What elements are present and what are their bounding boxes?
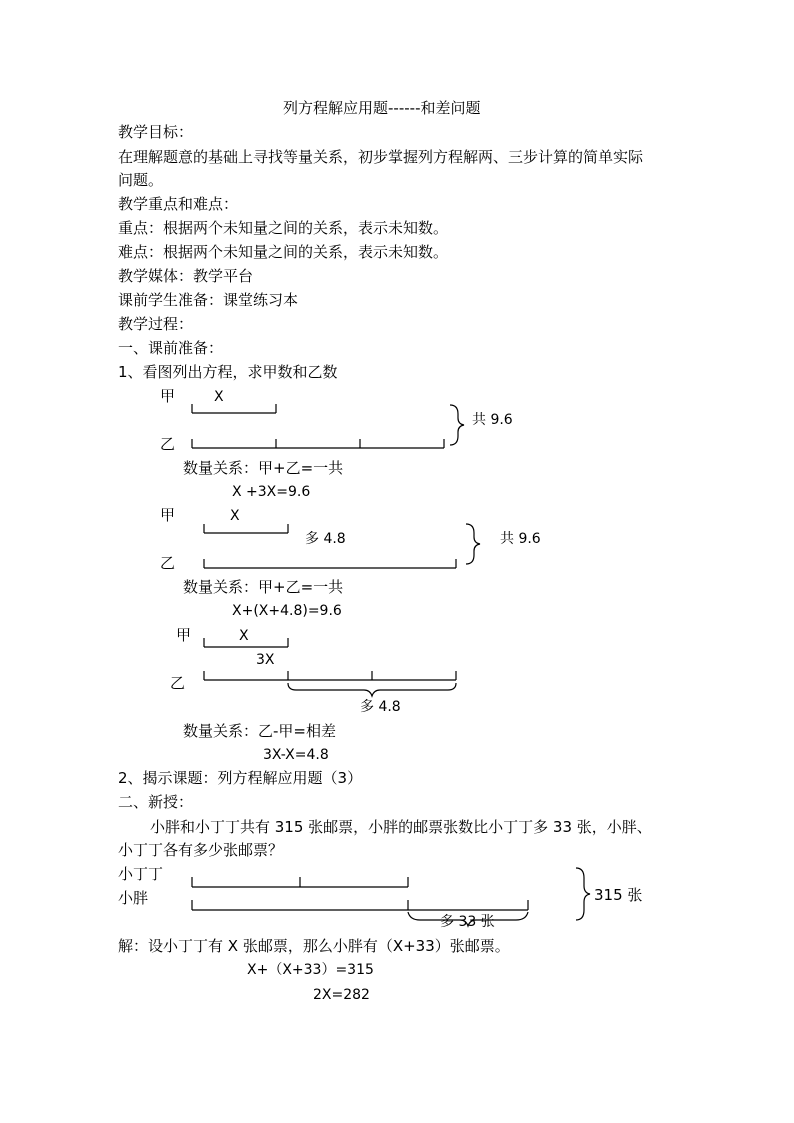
process-heading: 教学过程： (118, 315, 194, 333)
d1-total-label: 共 9.6 (472, 412, 513, 428)
goal-text-line2: 问题。 (118, 171, 164, 189)
goal-heading: 教学目标： (118, 123, 194, 141)
d4-xiaopang-label: 小胖 (118, 889, 149, 907)
d1-relation: 数量关系：甲+乙=一共 (183, 459, 344, 477)
d3-more-label: 多 4.8 (360, 699, 401, 715)
d3-yi-label: 乙 (170, 674, 186, 692)
student-prep: 课前学生准备：课堂练习本 (118, 291, 299, 309)
d3-relation: 数量关系：乙-甲=相差 (183, 722, 336, 740)
d2-total-label: 共 9.6 (500, 531, 541, 547)
d3-brace (288, 683, 456, 696)
key-point: 重点：根据两个未知量之间的关系，表示未知数。 (118, 219, 449, 237)
d1-equation: X +3X=9.6 (232, 484, 311, 500)
d2-brace (466, 524, 480, 564)
d2-jia-label: 甲 (160, 506, 176, 524)
d3-3x-label: 3X (256, 652, 275, 668)
d1-jia-label: 甲 (160, 387, 176, 405)
equation-2: 2X=282 (313, 987, 370, 1003)
d2-x-label: X (230, 508, 240, 524)
diagram-1 (192, 404, 464, 448)
d2-more-label: 多 4.8 (305, 531, 346, 547)
d4-total-label: 315 张 (594, 886, 643, 904)
d4-more-label: 多 33 张 (440, 914, 495, 930)
d2-equation: X+(X+4.8)=9.6 (232, 603, 342, 619)
d3-x-label: X (239, 628, 249, 644)
d4-xiaodingding-label: 小丁丁 (118, 865, 164, 883)
item-1: 1、看图列出方程，求甲数和乙数 (118, 363, 338, 381)
d1-x-label: X (214, 389, 224, 405)
d3-equation: 3X-X=4.8 (263, 747, 329, 763)
section-1-heading: 一、课前准备： (118, 339, 224, 357)
solution-text: 解：设小丁丁有 X 张邮票，那么小胖有（X+33）张邮票。 (118, 937, 510, 955)
d1-brace (450, 405, 464, 445)
diagram-2 (204, 524, 480, 568)
goal-text-line1: 在理解题意的基础上寻找等量关系，初步掌握列方程解两、三步计算的简单实际 (118, 148, 644, 166)
d1-yi-label: 乙 (160, 435, 176, 453)
problem-line2: 小丁丁各有多少张邮票？ (118, 841, 284, 859)
d2-relation: 数量关系：甲+乙=一共 (183, 578, 344, 596)
d4-right-brace (576, 868, 590, 920)
d3-jia-label: 甲 (176, 626, 192, 644)
page-title: 列方程解应用题------和差问题 (283, 99, 481, 117)
teaching-media: 教学媒体：教学平台 (118, 267, 254, 285)
diagram-3 (204, 638, 456, 696)
difficult-point: 难点：根据两个未知量之间的关系，表示未知数。 (118, 243, 449, 261)
problem-line1: 小胖和小丁丁共有 315 张邮票，小胖的邮票张数比小丁丁多 33 张，小胖、 (150, 818, 652, 836)
d2-yi-label: 乙 (160, 554, 176, 572)
section-2-heading: 二、新授： (118, 793, 194, 811)
diagram-4 (192, 868, 590, 926)
key-heading: 教学重点和难点： (118, 195, 239, 213)
d4-bottom-brace (408, 912, 528, 926)
item-2: 2、揭示课题：列方程解应用题（3） (118, 769, 363, 787)
equation-1: X+（X+33）=315 (247, 962, 374, 978)
